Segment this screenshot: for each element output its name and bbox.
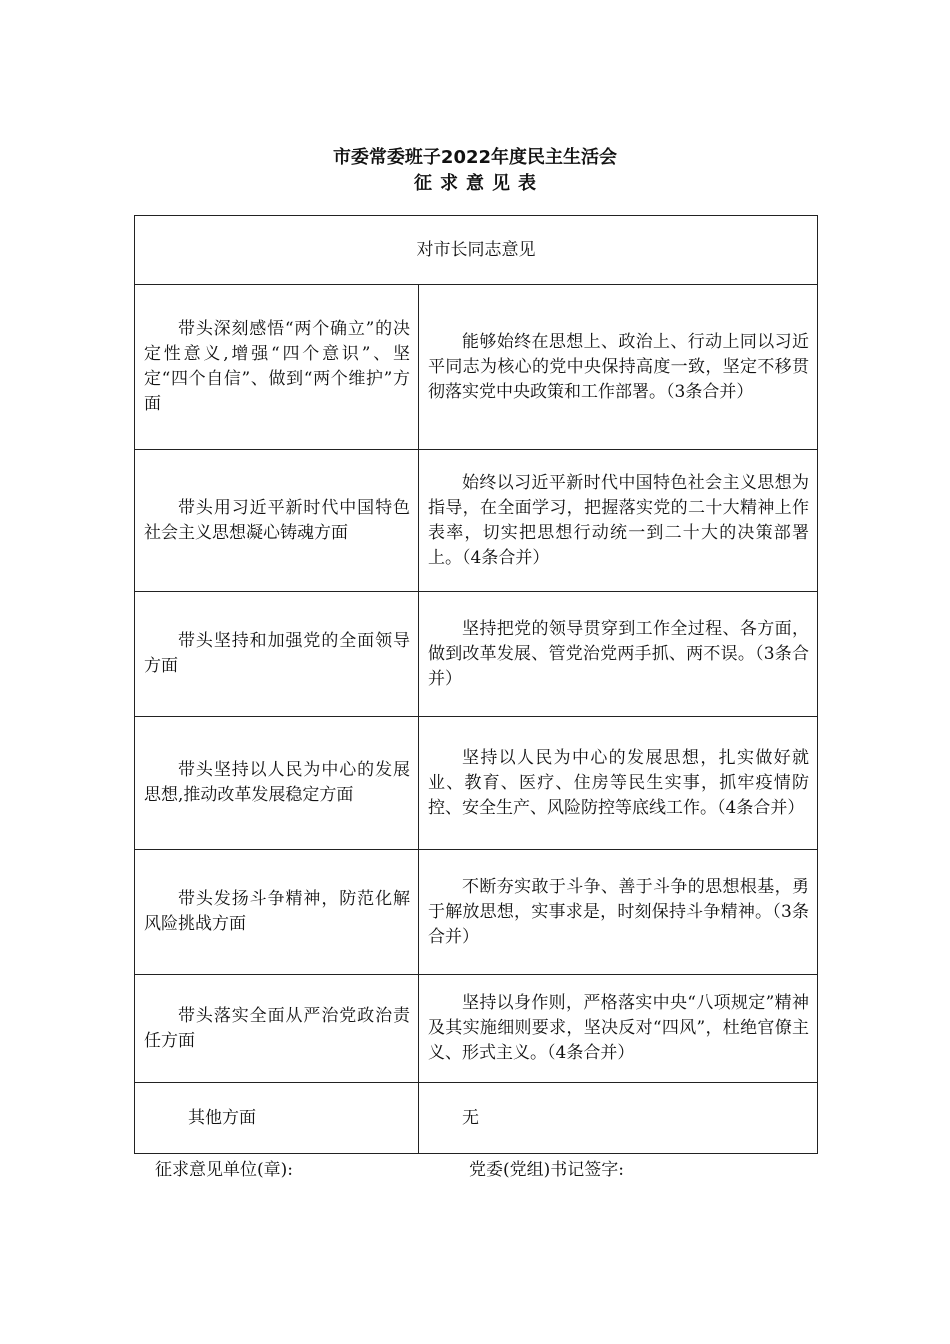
table-header-row — [135, 216, 818, 285]
table-row — [135, 592, 818, 717]
table-row — [135, 1083, 818, 1154]
table-header: 对市长同志意见 — [135, 216, 818, 285]
opinion-cell — [419, 717, 818, 850]
opinion-cell — [419, 850, 818, 975]
aspect-cell — [135, 592, 419, 717]
aspect-cell — [135, 285, 419, 450]
table-row — [135, 285, 818, 450]
table-row — [135, 450, 818, 592]
aspect-text: 带头用习近平新时代中国特色社会主义思想凝心铸魂方面 — [144, 497, 410, 543]
document-title: 市委常委班子2022年度民主生活会 — [332, 147, 618, 168]
opinion-text: 无 — [462, 1107, 479, 1128]
table-row — [135, 850, 818, 975]
table-row — [135, 975, 818, 1083]
opinion-text: 坚持以人民为中心的发展思想，扎实做好就业、教育、医疗、住房等民生实事，抓牢疫情防控、安全生产、风险防控等底线工作。（4条合并） — [428, 747, 809, 818]
opinion-cell — [419, 1083, 818, 1154]
aspect-text: 带头深刻感悟“两个确立”的决定性意义,增强“四个意识”、坚定“四个自信”、做到“两个维护”方面 — [144, 319, 410, 414]
table-row — [135, 717, 818, 850]
aspect-text: 带头坚持和加强党的全面领导方面 — [144, 631, 410, 676]
aspect-cell — [135, 850, 419, 975]
opinion-table — [134, 215, 818, 1154]
document-subtitle: 征求意见表 — [414, 173, 544, 194]
aspect-text: 带头坚持以人民为中心的发展思想,推动改革发展稳定方面 — [144, 760, 410, 805]
opinion-cell — [419, 285, 818, 450]
aspect-cell — [135, 1083, 419, 1154]
opinion-cell — [419, 975, 818, 1083]
opinion-text: 始终以习近平新时代中国特色社会主义思想为指导，在全面学习，把握落实党的二十大精神上作表率，切实把思想行动统一到二十大的决策部署上。（4条合并） — [428, 472, 809, 568]
opinion-text: 坚持以身作则，严格落实中央“八项规定”精神及其实施细则要求，坚决反对“四风”，杜绝官僚主义、形式主义。（4条合并） — [428, 993, 809, 1063]
aspect-text: 带头发扬斗争精神，防范化解风险挑战方面 — [144, 889, 410, 934]
aspect-cell — [135, 717, 419, 850]
opinion-cell — [419, 592, 818, 717]
opinion-text: 坚持把党的领导贯穿到工作全过程、各方面，做到改革发展、管党治党两手抓、两不误。（3条合并） — [428, 618, 809, 689]
opinion-cell — [419, 450, 818, 592]
opinion-text: 能够始终在思想上、政治上、行动上同以习近平同志为核心的党中央保持高度一致，坚定不移贯彻落实党中央政策和工作部署。（3条合并） — [428, 331, 809, 402]
secretary-signature-label: 党委(党组)书记签字: — [469, 1160, 624, 1180]
aspect-text: 带头落实全面从严治党政治责任方面 — [144, 1005, 410, 1051]
aspect-cell — [135, 450, 419, 592]
opinion-text: 不断夯实敢于斗争、善于斗争的思想根基，勇于解放思想，实事求是，时刻保持斗争精神。（3条合并） — [428, 876, 809, 947]
aspect-cell — [135, 975, 419, 1083]
aspect-text: 其他方面 — [188, 1107, 256, 1128]
issuing-unit-label: 征求意见单位(章): — [155, 1160, 293, 1180]
